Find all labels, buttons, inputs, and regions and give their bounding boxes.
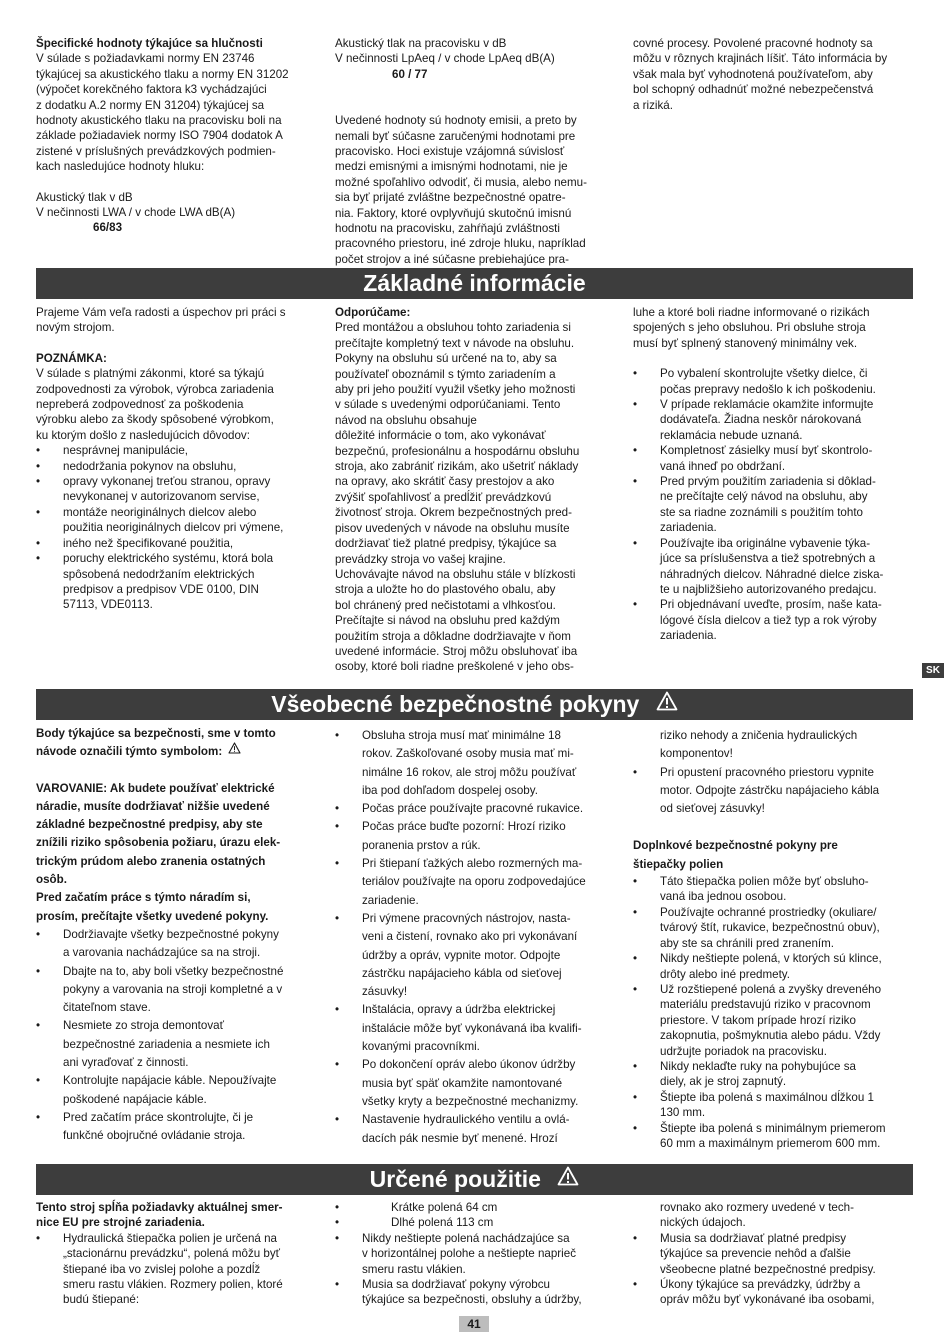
list-item: • Hydraulická štiepačka polien je určená na „stacionárnu prevádzku“, polená môžu byť štiepané iba vo zvislej polohe a pozdĺž smeru rastu vlákien. Rozmery polien, ktoré budú štiepané: bbox=[36, 1231, 318, 1308]
list-item: • nedodržania pokynov na obsluhu, bbox=[36, 459, 318, 474]
section-title-safety bbox=[36, 689, 913, 720]
list-item: • Krátke polená 64 cm bbox=[335, 1200, 617, 1215]
note-body: V súlade s platnými zákonmi, ktoré sa týkajú zodpovednosti za výrobok, výrobca zariadenia nepreberá zodpovednosť za poškodenia výrobku alebo za škody spôsobené výrobkom, ku ktorým došlo z nasledujúcich dôvodov: bbox=[36, 367, 274, 442]
list-item: • Nesmiete zo stroja demontovať bezpečnostné zariadenia a nesmiete ich ani vyraďovať z činnosti. bbox=[36, 1017, 318, 1072]
list-item: • Počas práce buďte pozorní: Hrozí riziko poranenia prstov a rúk. bbox=[335, 818, 617, 855]
note-heading: POZNÁMKA: bbox=[36, 351, 107, 365]
noise-emission-text: Uvedené hodnoty sú hodnoty emisii, a preto by nemali byť súčasne zaručenými hodnotami pre pracovisko. Hoci existuje vzájomná súvislosť medzi emisnými a imisnými hodnotami, nie je možné spoľahlivo odvodiť, či musia, alebo nemu- sia byť prijaté zvláštne bezpečnostné opatre- nia. Faktory, ktoré ovplyvňujú skutočnú imisnú hodnotu na pracovisku, zahŕňajú zvláštnosti pracovného priestoru, iné zdroje hluku, napríklad počet strojov a iné súčasne prebiehajúce pra- bbox=[335, 114, 587, 266]
safety-col2 bbox=[335, 727, 617, 1148]
list-item: • Pri opustení pracovného priestoru vypnite motor. Odpojte zástrčku napájacieho kábla od sieťovej zásuvky! bbox=[633, 764, 915, 819]
noise-section-col2 bbox=[335, 36, 617, 267]
list-item: • Už rozštiepené polená a zvyšky dreveného materiálu predstavujú riziko v pracovnom priestore. V takom prípade hrozí riziko zakopnutia, pošmyknutia alebo pádu. Vždy udržujte poriadok na pracovisku. bbox=[633, 982, 915, 1059]
list-item: • Nikdy neštiepte polená, v ktorých sú klince, drôty alebo iné predmety. bbox=[633, 951, 915, 982]
list-item: • Úkony týkajúce sa prevádzky, údržby a opráv môžu byť vykonávané iba osobami, bbox=[633, 1277, 915, 1308]
noise-pressure-label-2: V nečinnosti LpAeq / v chode LpAeq dB(A) bbox=[335, 52, 555, 66]
section-title-safety-text: Všeobecné bezpečnostné pokyny bbox=[271, 691, 640, 717]
safety-list-3 bbox=[633, 764, 915, 819]
list-item: • Používajte iba originálne vybavenie týka- júce sa príslušenstva a tiež spotrebných a náhradných dielcov. Náhradné dielce ziska- te u najbližšieho autorizovaného predajcu. bbox=[633, 536, 915, 598]
list-item: • Táto štiepačka polien môže byť obsluho- vaná iba jednou osobou. bbox=[633, 874, 915, 905]
noise-emission-text-cont: covné procesy. Povolené pracovné hodnoty sa môžu v rôznych krajinách líšiť. Táto informácia by však mala byť vyhodnotená používateľom, aby bol schopný odhadnúť možné nebezpečenstvá a riziká. bbox=[633, 37, 888, 112]
usage-col2 bbox=[335, 1200, 617, 1308]
usage-list-3 bbox=[633, 1231, 915, 1308]
list-item: • Pred prvým použitím zariadenia si dôklad- ne prečítajte celý návod na obsluhu, aby ste sa riadne zoznámili s použitím tohto zariadenia. bbox=[633, 474, 915, 536]
basic-col1 bbox=[36, 305, 318, 613]
log-splitter-heading: Doplnkové bezpečnostné pokyny pre štiepačky polien bbox=[633, 839, 838, 871]
usage-list-1 bbox=[36, 1231, 318, 1308]
safety-list-1 bbox=[36, 926, 318, 1146]
list-item: • Pri štiepaní ťažkých alebo rozmerných ma- teriálov používajte na oporu zodpovedajúce zariadenie. bbox=[335, 855, 617, 910]
list-item: • Musia sa dodržiavať platné predpisy týkajúce sa prevencie nehôd a ďalšie všeobecne platné bezpečnostné predpisy. bbox=[633, 1231, 915, 1277]
safety-list-2 bbox=[335, 727, 617, 1148]
safety-symbol-intro bbox=[36, 725, 318, 762]
noise-label-2: V nečinnosti LWA / v chode LWA dB(A) bbox=[36, 206, 236, 220]
safety-col3 bbox=[633, 727, 915, 1151]
list-item: • Dodržiavajte všetky bezpečnostné pokyny a varovania nachádzajúce sa na stroji. bbox=[36, 926, 318, 963]
list-item: • Po vybalení skontrolujte všetky dielce, či počas prepravy nedošlo k ich poškodeniu. bbox=[633, 366, 915, 397]
list-item: • Obsluha stroja musí mať minimálne 18 rokov. Zaškoľované osoby musia mať mi- nimálne 16 rokov, ale stroj môžu používať iba pod dohľadom dospelej osoby. bbox=[335, 727, 617, 800]
list-item: • nesprávnej manipulácie, bbox=[36, 443, 318, 458]
safety-symbol-text: Body týkajúce sa bezpečnosti, sme v tomto návode označili týmto symbolom: bbox=[36, 727, 276, 759]
basic-col2 bbox=[335, 305, 617, 675]
list-item: • Pri objednávaní uveďte, prosím, naše kata- lógové čísla dielcov a tiež typ a rok výroby zariadenia. bbox=[633, 597, 915, 643]
list-item: • Nikdy neštiepte polená nachádzajúce sa v horizontálnej polohe a neštiepte naprieč smeru rastu vlákien. bbox=[335, 1231, 617, 1277]
warning-triangle-icon bbox=[228, 742, 241, 760]
list-item: • Kompletnosť zásielky musí byť skontrolo- vaná ihneď po obdržaní. bbox=[633, 443, 915, 474]
noise-value-lwa: 66/83 bbox=[93, 221, 123, 235]
list-item: • opravy vykonanej treťou stranou, opravy nevykonanej v autorizovanom servise, bbox=[36, 474, 318, 505]
page-number: 41 bbox=[459, 1316, 489, 1332]
noise-pressure-label-1: Akustický tlak na pracovisku v dB bbox=[335, 37, 507, 50]
noise-value-lpaeq: 60 / 77 bbox=[392, 67, 428, 81]
noise-section bbox=[36, 36, 318, 236]
list-item: • Kontrolujte napájacie káble. Nepoužívajte poškodené napájacie káble. bbox=[36, 1072, 318, 1109]
liability-list bbox=[36, 443, 318, 612]
list-item: • Pred začatím práce skontrolujte, či je funkčné obojručné ovládanie stroja. bbox=[36, 1109, 318, 1146]
warning-triangle-icon bbox=[656, 688, 678, 719]
usage-col3-cont: rovnako ako rozmery uvedené v tech- nických údajoch. bbox=[660, 1201, 854, 1230]
list-item: • Dlhé polená 113 cm bbox=[335, 1215, 617, 1230]
language-tab: SK bbox=[922, 663, 944, 678]
list-item: • Musia sa dodržiavať pokyny výrobcu týkajúce sa bezpečnosti, obsluhy a údržby, bbox=[335, 1277, 617, 1308]
list-item: • Po dokončení opráv alebo úkonov údržby musia byť späť okamžite namontované všetky kryty a bezpečnostné mechanizmy. bbox=[335, 1056, 617, 1111]
noise-section-col3 bbox=[633, 36, 915, 113]
safety-col1 bbox=[36, 725, 318, 1146]
basic-intro: Prajeme Vám veľa radosti a úspechov pri práci s novým strojom. bbox=[36, 306, 286, 335]
noise-label-1: Akustický tlak v dB bbox=[36, 190, 133, 204]
safety-warning: VAROVANIE: Ak budete používať elektrické náradie, musíte dodržiavať nižšie uvedené základné bezpečnostné predpisy, aby ste znížili riziko spôsobenia požiaru, úrazu elek- trickým prúdom alebo zranenia ostatných osôb. Pred začatím práce s týmto náradím si, prosím, prečítajte všetky uvedené pokyny. bbox=[36, 781, 281, 923]
recommend-body: Pred montážou a obsluhou tohto zariadenia si prečítajte kompletný text v návode na obsluhu. Pokyny na obsluhu sú určené na to, aby sa používateľ oboznámil s týmto zariadením a aby pri jeho použití využil všetky jeho možnosti v súlade s uvedenými odporúčaniami. Tento návod na obsluhu obsahuje dôležité informácie o tom, ako vykonávať bezpečnú, profesionálnu a hospodárnu obsluhu stroja, ako zabrániť rizikám, ako ušetriť náklady na opravy, ako skrátiť časy prestojov a ako zvýšiť spoľahlivosť a predĺžiť prevádzkovú životnosť stroja. Okrem bezpečnostných pred- pisov uvedených v návode na obsluhu musíte dodržiavať tiež platné predpisy, týkajúce sa prevádzky stroja vo vašej krajine. Uchovávajte návod na obsluhu stále v blízkosti stroja a uložte ho do plastového obalu, aby bol chránený pred nečistotami a vlhkosťou. Prečítajte si návod na obsluhu pred každým použitím stroja a dôkladne dodržiavajte v ňom uvedené informácie. Stroj môžu obsluhovať iba osoby, ktoré boli riadne preškolené v jeho obs- bbox=[335, 321, 580, 674]
list-item: • Inštalácia, opravy a údržba elektrickej inštalácie môže byť vykonávaná iba kvalifi- kovanými pracovníkmi. bbox=[335, 1001, 617, 1056]
log-splitter-list bbox=[633, 874, 915, 1151]
list-item: • V prípade reklamácie okamžite informujte dodávateľa. Žiadna neskôr nárokovaná reklamácia nebude uznaná. bbox=[633, 397, 915, 443]
section-title-usage-text: Určené použitie bbox=[369, 1166, 541, 1192]
list-item: • Nastavenie hydraulického ventilu a ovlá- dacích pák nesmie byť menené. Hrozí bbox=[335, 1111, 617, 1148]
unpacking-list bbox=[633, 366, 915, 643]
list-item: • montáže neoriginálnych dielcov alebo použitia neoriginálnych dielcov pri výmene, bbox=[36, 505, 318, 536]
noise-body: V súlade s požiadavkami normy EN 23746 týkajúcej sa akustického tlaku a normy EN 31202 (výpočet korekčného faktora k3 vychádzajúci z dodatku A.2 normy EN 31204) týkajúcej sa hodnoty akustického tlaku na pracovisku boli na základe požiadaviek normy ISO 7904 dodatok A zistené v príslušných prevádzkových podmien- kach nasledujúce hodnoty hluku: bbox=[36, 52, 289, 174]
list-item: • Pri výmene pracovných nástrojov, nasta- veni a čistení, rovnako ako pri vykonávaní údržby a opráv, vypnite motor. Odpojte zástrčku napájacieho kábla od sieťovej zásuvky! bbox=[335, 910, 617, 1001]
usage-col1 bbox=[36, 1200, 318, 1308]
noise-heading: Špecifické hodnoty týkajúce sa hlučnosti bbox=[36, 37, 263, 50]
list-item: • Štiepte iba polená s maximálnou dĺžkou 1 130 mm. bbox=[633, 1090, 915, 1121]
list-item: • Dbajte na to, aby boli všetky bezpečnostné pokyny a varovania na stroji kompletné a v čitateľnom stave. bbox=[36, 963, 318, 1018]
list-item: • Nikdy neklaďte ruky na pohybujúce sa diely, ak je stroj zapnutý. bbox=[633, 1059, 915, 1090]
section-title-basic bbox=[36, 268, 913, 299]
log-dimensions-list bbox=[335, 1200, 617, 1308]
list-item: • Používajte ochranné prostriedky (okuliare/ tvárový štít, rukavice, bezpečnostnú obuv), aby ste sa chránili pred zranením. bbox=[633, 905, 915, 951]
basic-col3-intro: luhe a ktoré boli riadne informované o rizikách spojených s jeho obsluhou. Pri obsluhe stroja musí byť splnený stanovený minimálny vek. bbox=[633, 306, 870, 350]
basic-col3 bbox=[633, 305, 915, 644]
section-title-usage bbox=[36, 1164, 913, 1195]
warning-triangle-icon bbox=[557, 1163, 579, 1194]
list-item: • iného než špecifikované použitia, bbox=[36, 536, 318, 551]
recommend-heading: Odporúčame: bbox=[335, 306, 411, 319]
safety-col3-cont: riziko nehody a zničenia hydraulických komponentov! bbox=[660, 729, 858, 761]
list-item: • Počas práce používajte pracovné rukavice. bbox=[335, 800, 617, 818]
section-title-basic-text: Základné informácie bbox=[363, 270, 586, 296]
usage-col3 bbox=[633, 1200, 915, 1308]
list-item: • Štiepte iba polená s minimálnym priemerom 60 mm a maximálnym priemerom 600 mm. bbox=[633, 1121, 915, 1152]
list-item: • poruchy elektrického systému, ktorá bola spôsobená nedodržaním elektrických predpisov a predpisov VDE 0100, DIN 57113, VDE0113. bbox=[36, 551, 318, 613]
usage-heading: Tento stroj spĺňa požiadavky aktuálnej smer- nice EU pre strojné zariadenia. bbox=[36, 1201, 283, 1230]
